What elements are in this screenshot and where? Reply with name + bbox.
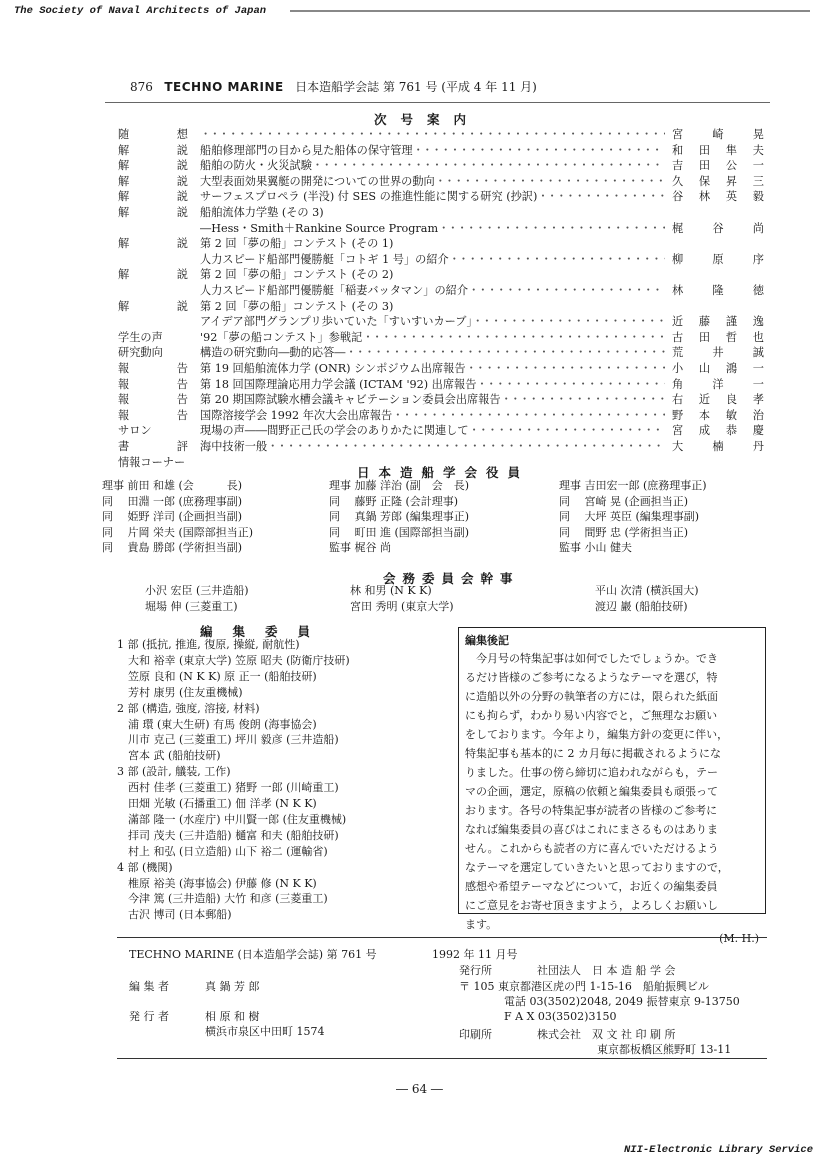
secretary-entry: 小沢 宏臣 (三井造船): [145, 584, 249, 597]
item-title: 船舶流体力学塾 (その 3): [200, 206, 324, 219]
item-title: 第 2 回「夢の船」コンテスト (その 1): [200, 237, 394, 251]
officer-entry: 理事 吉田宏一郎 (庶務理事正): [559, 479, 707, 492]
item-title: '92「夢の船コンテスト」参戦記 ・・・・・・・・・・・・・・・・・・・・・・・・・・・・・・・・・・・・・・・・・・・・・・・・・・・・・・・・・・・・・・・・・: [200, 331, 665, 345]
next-issue-item: [0, 253, 827, 267]
next-issue-title: 次号案内: [374, 112, 481, 127]
next-issue-item: [0, 175, 827, 189]
header-rule: [105, 102, 770, 103]
item-author: 谷 林 英 毅: [672, 190, 764, 204]
item-category: 報 告: [118, 362, 188, 375]
item-author: 古 田 哲 也: [672, 330, 764, 344]
next-issue-item: [0, 424, 827, 438]
officer-entry: 同 間野 忠 (学術担当正): [559, 525, 689, 539]
secretary-entry: 渡辺 巖 (船舶技研): [595, 599, 688, 613]
editor-line: 古沢 博司 (日本郵船): [117, 908, 232, 922]
item-author: 柳 原 序: [672, 252, 764, 266]
next-issue-item: [0, 128, 827, 142]
colophon-editor: 真 鍋 芳 郎: [205, 980, 260, 993]
officer-entry: 監事 小山 健夫: [559, 541, 632, 554]
colophon-issuer-address: 〒 105 東京都港区虎の門 1-15-16 船舶振興ビル: [459, 980, 709, 993]
officer-entry: 同 真鍋 芳郎 (編集理事正): [329, 510, 470, 523]
item-title: 人力スピード船部門優勝艇「稲妻バッタマン」の紹介 ・・・・・・・・・・・・・・・・・・・・・・・・・・・・・・・・・・・・・・・・・・・・・・・・・・・・・・・・・・・・・・・・・: [200, 284, 665, 298]
item-title: [200, 128, 665, 142]
next-issue-item: [0, 144, 827, 158]
item-category: 研究動向: [118, 346, 163, 360]
postscript-body: 今月号の特集記事は如何でしたでしょうか。でき るだけ皆様のご参考になるようなテーマを選び，特 に造船以外の分野の執筆者の方には，限られた紙面 にも拘らず，わかり易い内容でと，ご無理なお願い をしております。今年より，編集方針の変更に伴い， 特集記事も基本的に 2 カ月毎に掲載されるようにな りました。仕事の傍ら締切に追われながらも，テー マの企画，選定，原稿の依頼と編集委員も頑張って おります。各号の特集記事が読者の皆様のご参考に なれば編集委員の喜びはこれにまさるものはありま せん。これからも読者の方に喜んでいただけるよう なテーマを選定していきたいと思っておりますので， 感想や希望テーマなどについて，お近くの編集委員 にご意見をお寄せ頂きますよう，よろしくお願いし ます。: [465, 652, 729, 931]
colophon-issuer: 社団法人 日 本 造 船 学 会: [537, 964, 676, 977]
item-title: 第 18 回国際理論応用力学会議 (ICTAM '92) 出席報告 ・・・・・・・・・・・・・・・・・・・・・・・・・・・・・・・・・・・・・・・・・・・・・・・・・・・・・・・・・・・・・・・・・: [200, 378, 665, 392]
colophon-printer: 株式会社 双 文 社 印 刷 所: [537, 1028, 676, 1041]
officer-entry: 同 藤野 正隆 (会計理事): [329, 494, 459, 508]
officer-entry: 同 宮崎 晃 (企画担当正): [559, 494, 689, 508]
officer-entry: 同 貴島 勝郎 (学術担当副): [102, 541, 243, 554]
next-issue-item: [0, 393, 827, 407]
item-category: 解 説: [118, 143, 188, 157]
officer-entry: 監事 梶谷 尚: [329, 541, 391, 554]
next-issue-item: [0, 206, 827, 220]
item-title: 船舶の防火・火災試験 ・・・・・・・・・・・・・・・・・・・・・・・・・・・・・・・・・・・・・・・・・・・・・・・・・・・・・・・・・・・・・・・・・: [200, 159, 665, 173]
item-title: 国際溶接学会 1992 年次大会出席報告 ・・・・・・・・・・・・・・・・・・・・・・・・・・・・・・・・・・・・・・・・・・・・・・・・・・・・・・・・・・・・・・・・・: [200, 409, 665, 423]
source-footer: NII-Electronic Library Service: [623, 1144, 813, 1156]
next-issue-item: [0, 331, 827, 345]
item-author: 小 山 鴻 一: [672, 362, 764, 375]
colophon-printer-address: 東京都板橋区熊野町 13-11: [597, 1043, 732, 1056]
editor-line: 村上 和弘 (日立造船) 山下 裕二 (運輸省): [117, 844, 328, 858]
item-author: 和 田 隼 夫: [672, 143, 764, 157]
item-category: 報 告: [118, 377, 188, 391]
item-title: 大型表面効果翼艇の開発についての世界の動向 ・・・・・・・・・・・・・・・・・・・・・・・・・・・・・・・・・・・・・・・・・・・・・・・・・・・・・・・・・・・・・・・・・: [200, 175, 665, 189]
editors-title: 編集委員: [200, 624, 331, 639]
next-issue-item: [0, 159, 827, 173]
item-category: 書 評: [118, 440, 188, 453]
item-title: ―Hess・Smith＋Rankine Source Program ・・・・・・・・・・・・・・・・・・・・・・・・・・・・・・・・・・・・・・・・・・・・・・・・・・・・・・・・・・・・・・・・・: [200, 222, 665, 236]
item-author: 宮 成 恭 慶: [672, 424, 764, 438]
editor-line: 芳村 康男 (住友重機械): [117, 685, 243, 699]
item-author: 角 洋 一: [672, 377, 764, 391]
secretaries-title: 会務委員会幹事: [383, 571, 520, 586]
brand-logo: TECHNO MARINE: [164, 80, 284, 94]
item-category: 解 説: [118, 299, 188, 313]
secretary-entry: 林 和男 (N K K): [350, 584, 432, 597]
secretary-entry: 宮田 秀明 (東京大学): [350, 599, 454, 613]
colophon-phone: 電話 03(3502)2048, 2049 振替東京 9-13750: [504, 995, 740, 1008]
item-author: 宮 崎 晃: [672, 128, 764, 141]
colophon-publisher: 相 原 和 樹: [205, 1010, 260, 1023]
item-title: アイデア部門グランプリ歩いていた「すいすいカーブ」 ・・・・・・・・・・・・・・・・・・・・・・・・・・・・・・・・・・・・・・・・・・・・・・・・・・・・・・・・・・・・・・・・・: [200, 315, 665, 329]
editor-line: 川市 克己 (三菱重工) 坪川 毅彦 (三井造船): [117, 733, 339, 747]
item-title: 船舶修理部門の目から見た船体の保守管理 ・・・・・・・・・・・・・・・・・・・・・・・・・・・・・・・・・・・・・・・・・・・・・・・・・・・・・・・・・・・・・・・・・: [200, 144, 665, 158]
officer-entry: 同 田淵 一郎 (庶務理事副): [102, 494, 243, 508]
next-issue-item: [0, 409, 827, 423]
item-title: 現場の声――間野正己氏の学会のありかたに関連して ・・・・・・・・・・・・・・・・・・・・・・・・・・・・・・・・・・・・・・・・・・・・・・・・・・・・・・・・・・・・・・・・・: [200, 424, 665, 438]
postscript-title: 編集後記: [465, 634, 509, 647]
item-author: 右 近 良 孝: [672, 393, 764, 407]
officer-entry: 同 大坪 英臣 (編集理事副): [559, 510, 700, 523]
item-category: 解 説: [118, 268, 188, 282]
editor-line: 笠原 良和 (N K K) 原 正一 (船舶技研): [117, 669, 317, 683]
item-title: サーフェスプロペラ (半没) 付 SES の推進性能に関する研究 (抄訳) ・・・・・・・・・・・・・・・・・・・・・・・・・・・・・・・・・・・・・・・・・・・・・・・・・・・・・・・・・・・・・・・・・: [200, 190, 665, 204]
editor-line: 椎原 裕美 (海事協会) 伊藤 修 (N K K): [117, 876, 317, 890]
journal-issue: 日本造船学会誌 第 761 号 (平成 4 年 11 月): [295, 80, 537, 94]
secretary-entry: 平山 次清 (横浜国大): [595, 584, 699, 597]
editor-line: 宮本 武 (船舶技研): [117, 749, 221, 763]
header-rule-top: [290, 10, 810, 12]
page-folio: 876: [130, 80, 153, 94]
item-title: 人力スピード船部門優勝艇「コトギ 1 号」の紹介 ・・・・・・・・・・・・・・・・・・・・・・・・・・・・・・・・・・・・・・・・・・・・・・・・・・・・・・・・・・・・・・・・・: [200, 253, 665, 267]
colophon-date: 1992 年 11 月号: [432, 948, 518, 961]
item-category: 解 説: [118, 237, 188, 251]
editor-line: 西村 佳孝 (三菱重工) 猪野 一郎 (川崎重工): [117, 781, 339, 795]
editor-line: 浦 環 (東大生研) 有馬 俊朗 (海事協会): [117, 717, 317, 731]
officer-entry: 同 姫野 洋司 (企画担当副): [102, 510, 243, 523]
item-category: 学生の声: [118, 330, 163, 344]
next-issue-item: [0, 284, 827, 298]
item-title: 海中技術一般 ・・・・・・・・・・・・・・・・・・・・・・・・・・・・・・・・・・・・・・・・・・・・・・・・・・・・・・・・・・・・・・・・・: [200, 440, 665, 454]
postscript-signature: (M. H.): [719, 932, 759, 945]
item-title: 第 20 期国際試験水槽会議キャビテーション委員会出席報告 ・・・・・・・・・・・・・・・・・・・・・・・・・・・・・・・・・・・・・・・・・・・・・・・・・・・・・・・・・・・・・・・・・: [200, 393, 665, 407]
item-author: 梶 谷 尚: [672, 221, 764, 235]
item-title: 第 2 回「夢の船」コンテスト (その 3): [200, 299, 394, 313]
item-category: 情報コーナー: [118, 455, 186, 469]
editor-line: 滿部 隆一 (水産庁) 中川賢一郎 (住友重機械): [117, 812, 347, 826]
next-issue-item: [0, 190, 827, 204]
item-title: 構造の研究動向―動的応答― ・・・・・・・・・・・・・・・・・・・・・・・・・・・・・・・・・・・・・・・・・・・・・・・・・・・・・・・・・・・・・・・・・: [200, 346, 665, 360]
next-issue-item: [0, 440, 827, 454]
editor-line: 4 部 (機関): [117, 860, 173, 874]
officer-entry: 同 町田 進 (国際部担当副): [329, 525, 470, 539]
next-issue-item: [0, 346, 827, 360]
item-category: 解 説: [118, 206, 188, 219]
item-author: 近 藤 謹 逸: [672, 315, 764, 329]
item-title: 第 19 回船舶流体力学 (ONR) シンポジウム出席報告 ・・・・・・・・・・・・・・・・・・・・・・・・・・・・・・・・・・・・・・・・・・・・・・・・・・・・・・・・・・・・・・・・・: [200, 362, 665, 376]
editor-line: 2 部 (構造, 強度, 溶接, 材料): [117, 701, 260, 715]
colophon-publisher-address: 横浜市泉区中田町 1574: [205, 1025, 325, 1038]
secretary-entry: 堀場 伸 (三菱重工): [145, 599, 238, 613]
item-author: 久 保 昇 三: [672, 174, 764, 188]
item-title: 第 2 回「夢の船」コンテスト (その 2): [200, 268, 394, 282]
officers-title: 日本造船学会役員: [357, 465, 530, 480]
item-category: 解 説: [118, 174, 188, 188]
colophon-printer-label: 印刷所: [459, 1028, 492, 1041]
officer-entry: 理事 加藤 洋治 (副 会 長): [329, 479, 470, 492]
next-issue-item: [0, 237, 827, 251]
colophon-publisher-label: 発 行 者: [129, 1010, 169, 1023]
item-author: 吉 田 公 一: [672, 159, 764, 173]
item-category: サロン: [118, 424, 152, 438]
next-issue-item: [0, 268, 827, 282]
colophon-journal: TECHNO MARINE (日本造船学会誌) 第 761 号: [129, 948, 377, 961]
item-author: 荒 井 誠: [672, 346, 764, 360]
item-author: 野 本 敏 治: [672, 408, 764, 422]
editor-line: 1 部 (抵抗, 推進, 復原, 操縦, 耐航性): [117, 638, 300, 651]
next-issue-item: [0, 378, 827, 392]
editor-line: 今津 篤 (三井造船) 大竹 和彦 (三菱重工): [117, 892, 328, 906]
item-category: 解 説: [118, 190, 188, 204]
editor-line: 大和 裕幸 (東京大学) 笠原 昭夫 (防衛庁技研): [117, 653, 350, 667]
editor-postscript: [458, 627, 766, 945]
item-category: 報 告: [118, 408, 188, 422]
journal-header: [130, 78, 537, 95]
page-number: ― 64 ―: [396, 1082, 443, 1096]
next-issue-item: [0, 222, 827, 236]
editor-line: 田畑 光敏 (石播重工) 佃 洋孝 (N K K): [117, 797, 317, 810]
item-category: 報 告: [118, 393, 188, 407]
colophon: [117, 937, 767, 1059]
colophon-fax: F A X 03(3502)3150: [504, 1010, 617, 1023]
colophon-issuer-label: 発行所: [459, 964, 492, 977]
next-issue-item: [0, 362, 827, 376]
next-issue-item: [0, 300, 827, 314]
editor-line: 拝司 茂夫 (三井造船) 樋富 和夫 (船舶技研): [117, 828, 339, 842]
item-author: 大 楠 丹: [672, 440, 764, 453]
editor-line: 3 部 (設計, 艤装, 工作): [117, 765, 231, 779]
officer-entry: 同 片岡 栄夫 (国際部担当正): [102, 525, 254, 539]
colophon-editor-label: 編 集 者: [129, 980, 169, 993]
item-category: 随 想: [118, 128, 188, 141]
officer-entry: 理事 前田 和雄 (会 長): [102, 479, 243, 492]
source-header: The Society of Naval Architects of Japan: [14, 5, 267, 17]
next-issue-item: [0, 315, 827, 329]
item-category: 解 説: [118, 159, 188, 173]
item-author: 林 隆 徳: [672, 284, 764, 297]
